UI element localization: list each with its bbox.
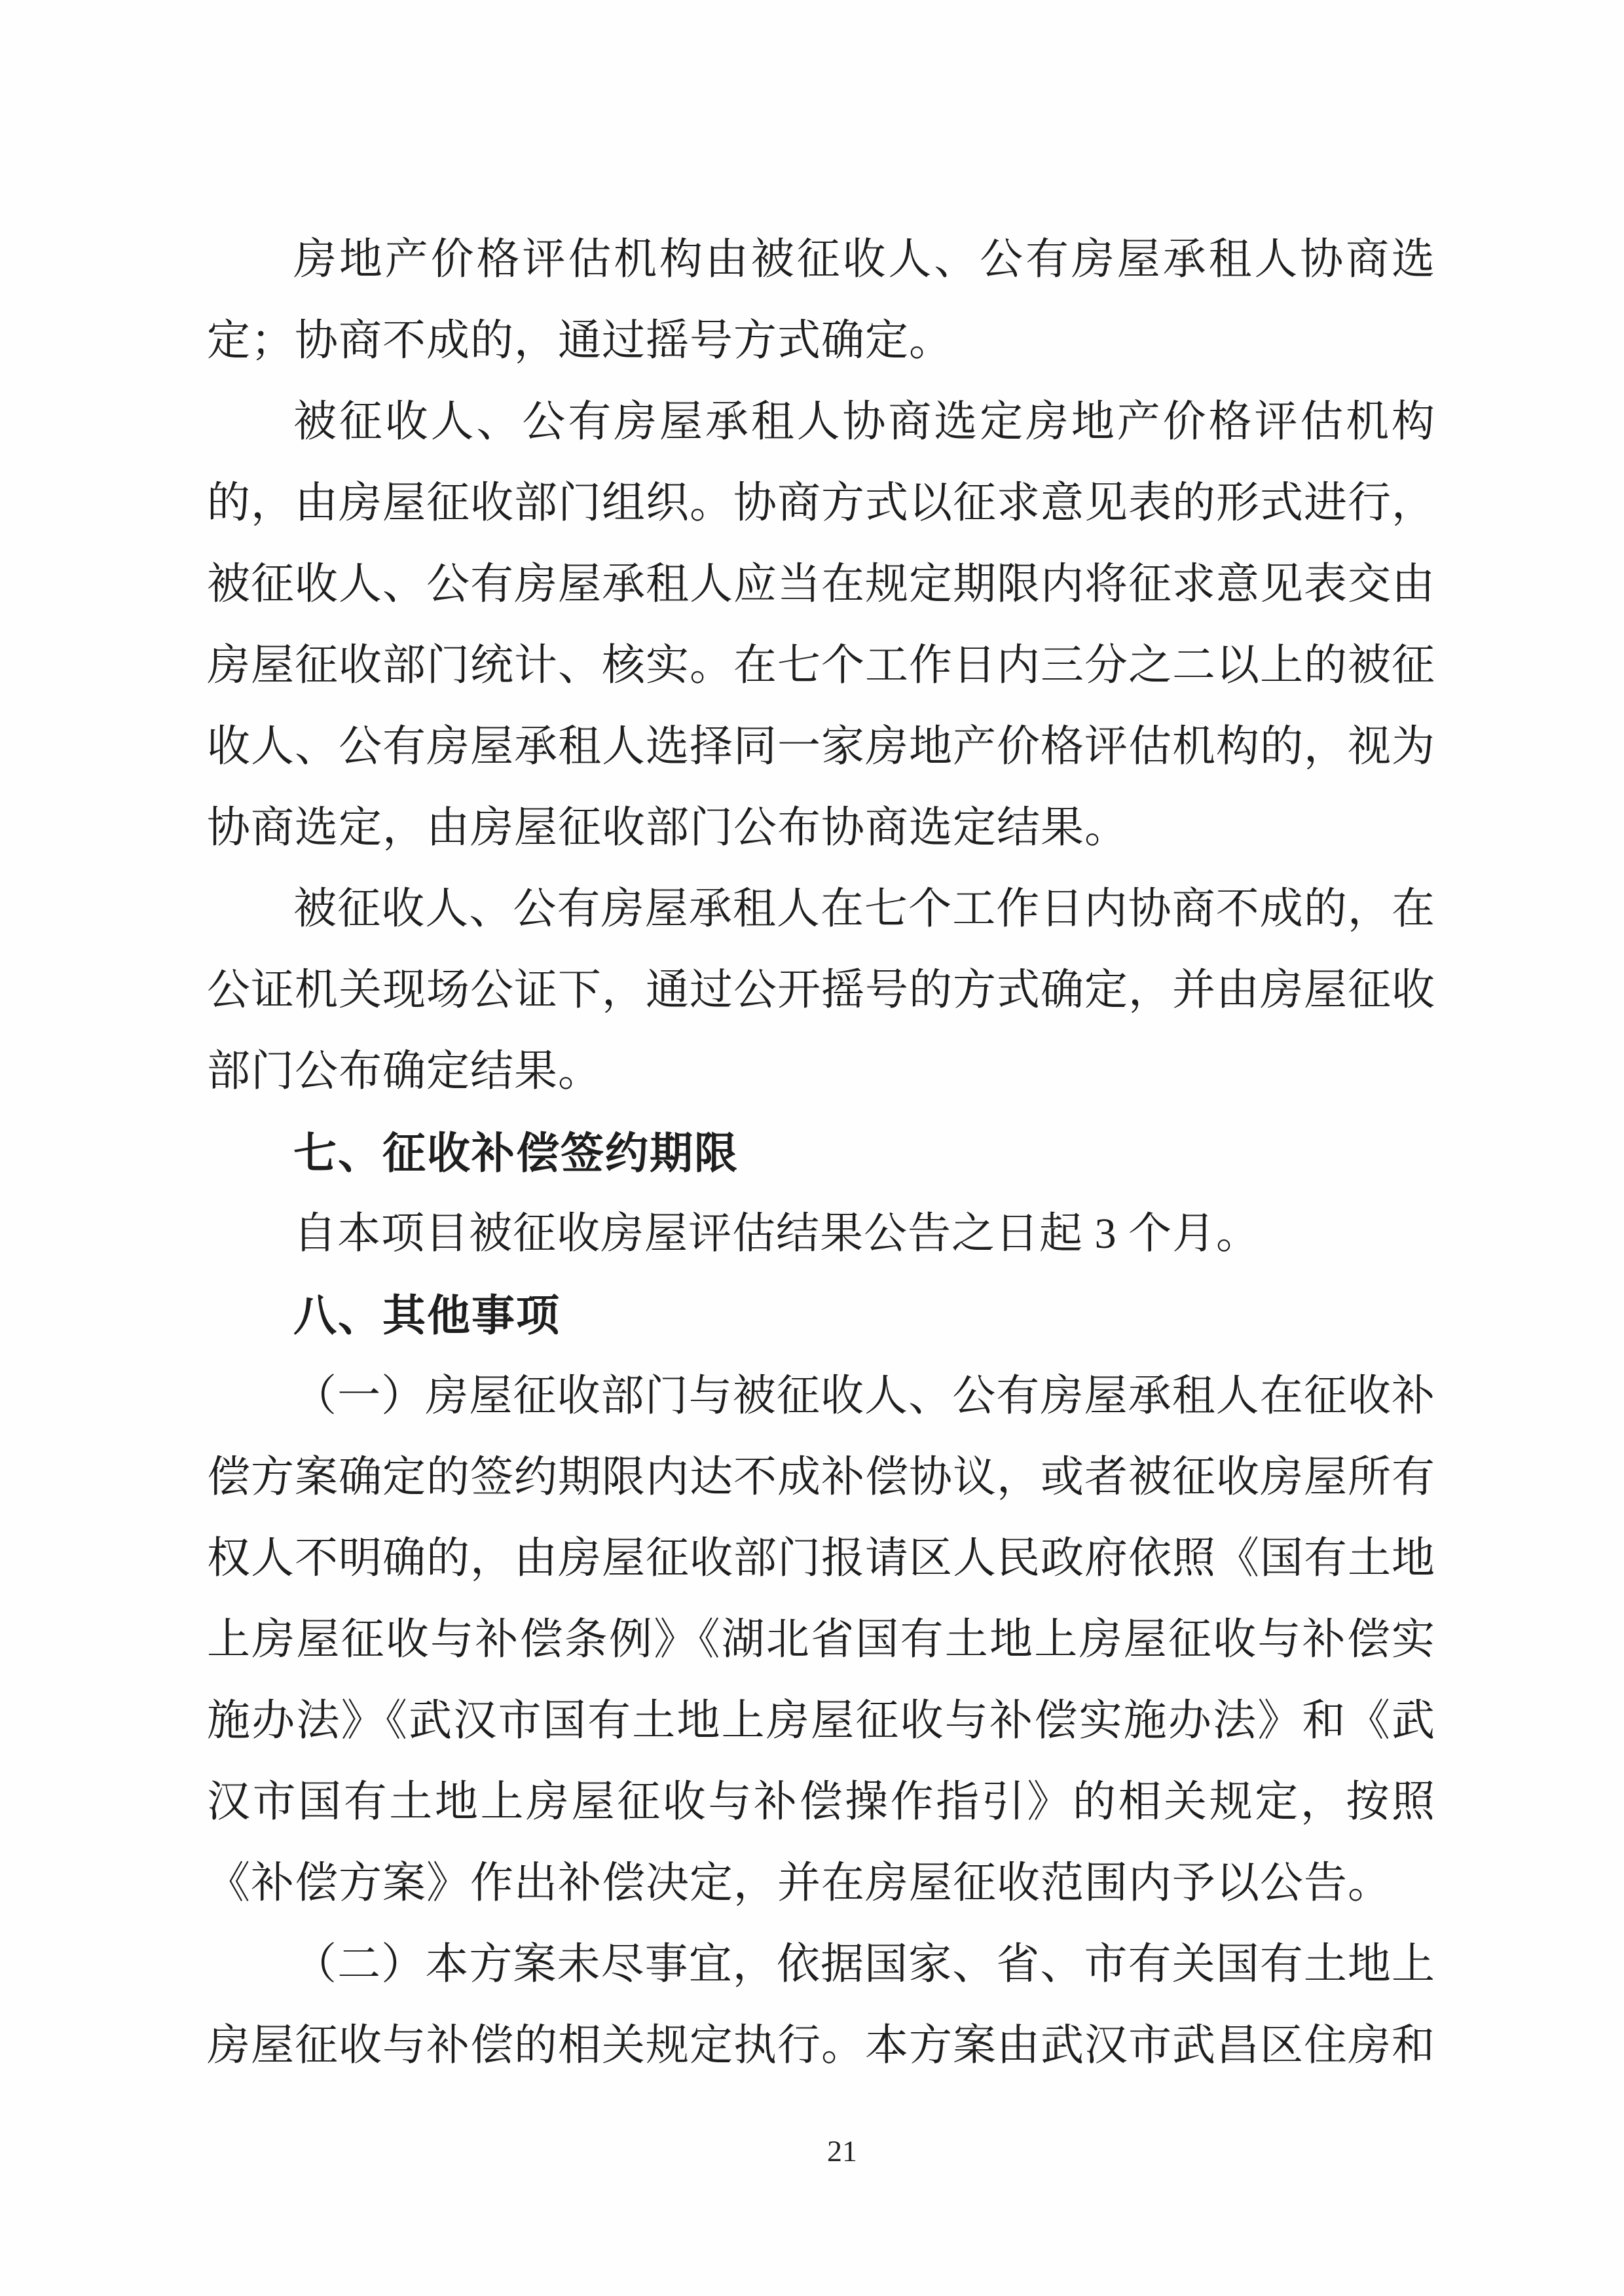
document-body — [207, 219, 1435, 2086]
page-footer — [0, 2133, 1624, 2170]
section-heading-8-other-matters: 八、其他事项 — [293, 1291, 561, 1339]
paragraph-negotiation-procedure: 被征收人、公有房屋承租人协商选定房地产价格评估机构的，由房屋征收部门组织。协商方式以征求意见表的形式进行，被征收人、公有房屋承租人应当在规定期限内将征求意见表交由房屋征收部门统计、核实。在七个工作日内三分之二以上的被征收人、公有房屋承租人选择同一家房地产价格评估机构的，视为协商选定，由房屋征收部门公布协商选定结果。 — [207, 398, 1435, 852]
page-number: 21 — [827, 2134, 857, 2168]
paragraph-signing-period-duration: 自本项目被征收房屋评估结果公告之日起 3 个月。 — [293, 1210, 1260, 1258]
paragraph-lottery-determination: 被征收人、公有房屋承租人在七个工作日内协商不成的，在公证机关现场公证下，通过公开摇号的方式确定，并由房屋征收部门公布确定结果。 — [207, 885, 1435, 1095]
paragraph-other-matters-item-2: （二）本方案未尽事宜，依据国家、省、市有关国有土地上房屋征收与补偿的相关规定执行。本方案由武汉市武昌区住房和 — [207, 1941, 1435, 2069]
paragraph-other-matters-item-1: （一）房屋征收部门与被征收人、公有房屋承租人在征收补偿方案确定的签约期限内达不成补偿协议，或者被征收房屋所有权人不明确的，由房屋征收部门报请区人民政府依照《国有土地上房屋征收与补偿条例》《湖北省国有土地上房屋征收与补偿实施办法》《武汉市国有土地上房屋征收与补偿实施办法》和《武汉市国有土地上房屋征收与补偿操作指引》的相关规定，按照《补偿方案》作出补偿决定，并在房屋征收范围内予以公告。 — [207, 1372, 1435, 1907]
paragraph-appraisal-selection: 房地产价格评估机构由被征收人、公有房屋承租人协商选定；协商不成的，通过摇号方式确定。 — [207, 236, 1435, 365]
section-heading-7-signing-period: 七、征收补偿签约期限 — [293, 1129, 739, 1177]
